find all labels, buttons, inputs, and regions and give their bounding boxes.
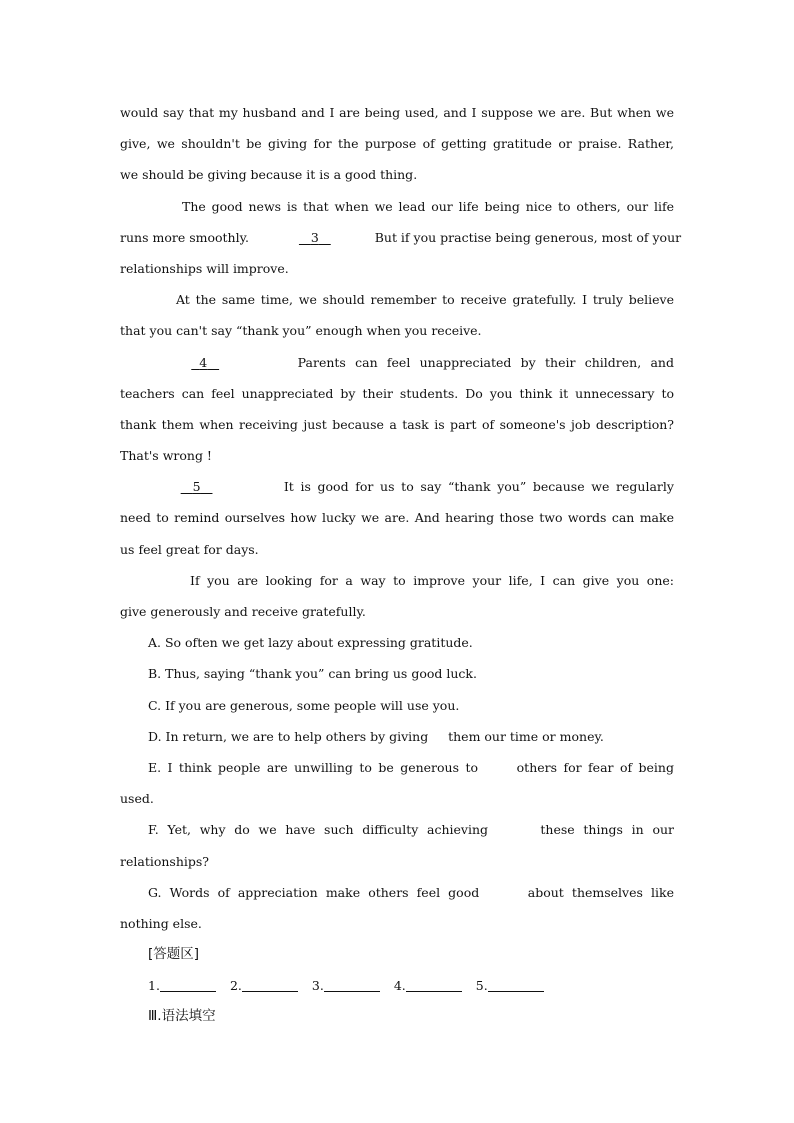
passage-line: we should be giving because it is a good thing. — [120, 167, 418, 183]
passage-line: The good news is that when we lead our life being nice to others, our life — [182, 198, 674, 214]
blank-number: 3 — [310, 229, 319, 245]
option-g: G. Words of appreciation make others feel good about themselves like — [148, 884, 674, 900]
answer-number: 3. — [311, 978, 324, 994]
passage-line: us feel great for days. — [120, 541, 259, 557]
option-g-cont: nothing else. — [120, 915, 202, 931]
answer-blank-1[interactable] — [160, 979, 216, 992]
passage-line: teachers can feel unappreciated by their students. Do you think it unnecessary to — [120, 385, 674, 401]
passage-line: thank them when receiving just because a task is part of someone's job description? — [120, 416, 674, 432]
blank-3 — [299, 222, 331, 253]
passage-line: If you are looking for a way to improve your life, I can give you one: — [190, 572, 674, 588]
passage-line-with-blank-3 — [120, 222, 682, 253]
passage-line: need to remind ourselves how lucky we are. And hearing those two words can make — [120, 510, 674, 526]
option-b: B. Thus, saying “thank you” can bring us good luck. — [148, 666, 477, 682]
passage-line: that you can't say “thank you” enough when you receive. — [120, 323, 482, 339]
answer-number: 5. — [475, 978, 488, 994]
passage-line: would say that my husband and I are being used, and I suppose we are. But when we — [120, 105, 674, 120]
passage-line: give generously and receive gratefully. — [120, 604, 366, 619]
section-heading: Ⅲ.语法填空 — [148, 1008, 216, 1025]
passage-line-with-blank-5 — [120, 471, 674, 502]
answer-blank-2[interactable] — [242, 979, 298, 992]
passage-line: give, we shouldn't be giving for the purpose of getting gratitude or praise. Rather, — [120, 136, 674, 152]
answer-row — [120, 970, 674, 1001]
answer-item — [148, 970, 216, 1001]
option-e: E. I think people are unwilling to be generous to others for fear of being — [148, 759, 674, 775]
answer-item — [394, 970, 462, 1001]
blank-number: 5 — [192, 479, 201, 495]
passage-text: runs more smoothly. — [120, 229, 249, 245]
option-f-cont: relationships? — [120, 853, 210, 869]
option-a: A. So often we get lazy about expressing gratitude. — [148, 635, 473, 651]
passage-line-with-blank-4 — [120, 347, 674, 378]
answer-number: 1. — [148, 978, 160, 994]
answer-blank-3[interactable] — [324, 979, 380, 992]
blank-number: 4 — [199, 354, 208, 370]
passage-line: That's wrong ! — [120, 448, 212, 464]
passage-line: At the same time, we should remember to receive gratefully. I truly believe — [176, 292, 674, 308]
passage-text: It is good for us to say “thank you” because we regularly — [283, 479, 674, 495]
answer-item — [476, 970, 544, 1001]
document-page — [120, 97, 682, 1033]
answer-number: 4. — [393, 978, 406, 994]
answer-number: 2. — [229, 978, 242, 994]
answer-blank-4[interactable] — [406, 979, 462, 992]
answer-area-label: [答题区] — [148, 946, 200, 963]
passage-text: Parents can feel unappreciated by their children, and — [297, 354, 674, 370]
passage-line: relationships will improve. — [120, 260, 289, 276]
answer-item — [312, 970, 380, 1001]
blank-4 — [191, 347, 219, 378]
passage-text: But if you practise being generous, most of your — [374, 229, 682, 245]
blank-5 — [181, 471, 213, 502]
option-c: C. If you are generous, some people will use you. — [148, 697, 460, 713]
answer-item — [230, 970, 298, 1001]
option-f: F. Yet, why do we have such difficulty achieving these things in our — [148, 822, 674, 838]
option-e-cont: used. — [120, 791, 154, 807]
option-d: D. In return, we are to help others by giving them our time or money. — [148, 728, 604, 744]
answer-blank-5[interactable] — [488, 979, 544, 992]
